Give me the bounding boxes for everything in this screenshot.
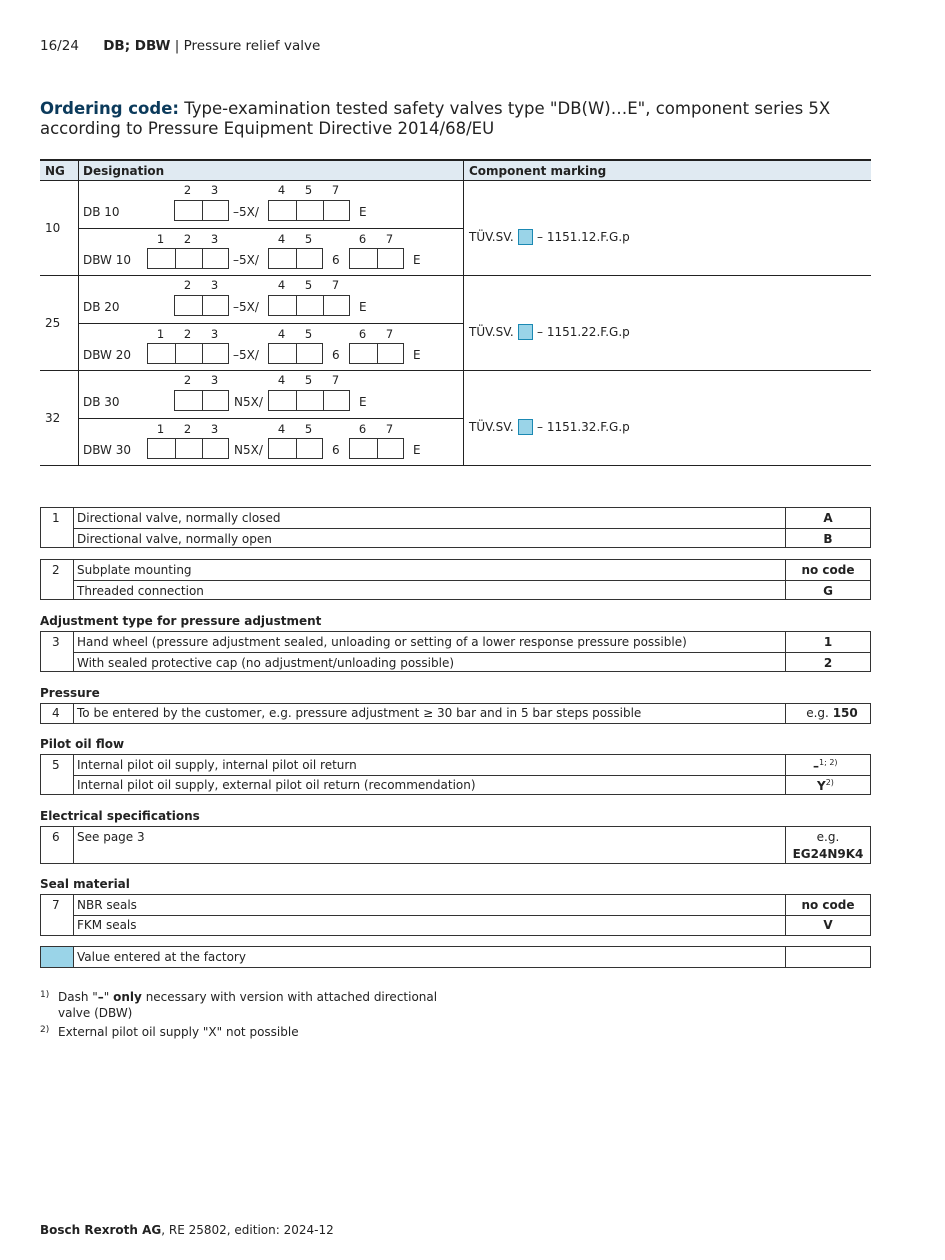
suffix-e: E (413, 253, 421, 267)
factory-value-box (518, 419, 533, 435)
pos-number: 5 (304, 327, 313, 341)
pos-number: 2 (183, 183, 192, 197)
table-header-bg (40, 160, 871, 180)
section-title: Pressure (40, 686, 100, 700)
footnote-text: Dash " (58, 990, 98, 1004)
table-bottom-rule (40, 465, 871, 466)
suffix-e: E (359, 395, 367, 409)
footer-info: , RE 25802, edition: 2024-12 (161, 1223, 334, 1237)
page-number: 16/24 (40, 38, 79, 54)
option-code: A (823, 511, 833, 525)
code-box (174, 390, 229, 411)
tuv-suffix: – 1151.22.F.G.p (537, 325, 630, 339)
legend-label: Value entered at the factory (77, 950, 246, 964)
suffix-e: E (359, 300, 367, 314)
group-rule (40, 370, 871, 371)
pos-number: 2 (183, 232, 192, 246)
footnote-bold: only (113, 990, 142, 1004)
designation-db: DB 20 (83, 300, 120, 314)
fixed-six: 6 (332, 443, 340, 457)
fixed-six: 6 (332, 253, 340, 267)
code-footnote: 1; 2) (819, 758, 838, 767)
code-box (349, 438, 404, 459)
col-divider (463, 160, 464, 465)
factory-value-box (518, 229, 533, 245)
header-separator: | (174, 38, 180, 54)
pos-number: 1 (156, 327, 165, 341)
designation-db: DB 30 (83, 395, 120, 409)
code-box (349, 248, 404, 269)
suffix-e: E (413, 348, 421, 362)
footnote-1 (58, 990, 437, 1004)
series-sep: –5X/ (233, 300, 259, 314)
pos-number: 5 (304, 422, 313, 436)
option-code: 1 (823, 635, 833, 649)
footer-company: Bosch Rexroth AG (40, 1223, 162, 1237)
pos-number: 7 (331, 373, 340, 387)
option-number: 3 (52, 635, 60, 649)
footnote-mark: 2) (40, 1025, 50, 1035)
code-box (147, 438, 229, 459)
table-top-rule (40, 159, 871, 161)
code-box (268, 390, 350, 411)
footnote-mark: 1) (40, 990, 50, 1000)
footnote-dash: – (97, 990, 104, 1004)
option-number: 6 (52, 830, 60, 844)
code-value: – (813, 759, 819, 773)
code-value: 150 (832, 706, 858, 720)
option-code: B (823, 532, 833, 546)
factory-value-swatch (41, 947, 73, 967)
option-label: FKM seals (77, 918, 137, 932)
tuv-prefix: TÜV.SV. (469, 325, 514, 339)
section-title: Electrical specifications (40, 809, 200, 823)
code-box (174, 295, 229, 316)
tuv-prefix: TÜV.SV. (469, 230, 514, 244)
pos-number: 3 (210, 422, 219, 436)
pos-number: 6 (358, 232, 367, 246)
series-sep: N5X/ (234, 395, 263, 409)
designation-dbw: DBW 30 (83, 443, 131, 457)
code-box (147, 343, 229, 364)
pos-number: 2 (183, 373, 192, 387)
code-box (268, 248, 323, 269)
series-sep: –5X/ (233, 348, 259, 362)
option-label: See page 3 (77, 830, 145, 844)
code-box (147, 248, 229, 269)
col-header-marking: Component marking (469, 164, 607, 178)
pos-number: 2 (183, 422, 192, 436)
product-desc: Pressure relief valve (183, 38, 321, 54)
pos-number: 3 (210, 278, 219, 292)
suffix-e: E (359, 205, 367, 219)
pos-number: 5 (304, 183, 313, 197)
code-footnote: 2) (825, 778, 834, 787)
tuv-suffix: – 1151.32.F.G.p (537, 420, 630, 434)
pos-number: 5 (304, 232, 313, 246)
page-title (40, 99, 880, 139)
col-divider (78, 160, 79, 465)
factory-value-box (518, 324, 533, 340)
option-code: EG24N9K4 (792, 847, 864, 861)
code-box (268, 438, 323, 459)
pos-number: 7 (331, 183, 340, 197)
sub-rule (78, 228, 463, 229)
footnote-1-line2: valve (DBW) (58, 1006, 133, 1020)
pos-number: 3 (210, 327, 219, 341)
product-name: DB; DBW (103, 38, 171, 54)
footnote-2: External pilot oil supply "X" not possible (58, 1025, 299, 1039)
pos-number: 3 (210, 232, 219, 246)
ng-value: 25 (45, 316, 61, 330)
pos-number: 6 (358, 327, 367, 341)
option-code: V (823, 918, 833, 932)
pos-number: 4 (277, 232, 286, 246)
series-sep: –5X/ (233, 253, 259, 267)
pos-number: 1 (156, 232, 165, 246)
option-code (817, 778, 834, 793)
pos-number: 4 (277, 373, 286, 387)
option-label: To be entered by the customer, e.g. pressure adjustment ≥ 30 bar and in 5 bar steps possible (77, 706, 642, 720)
header-rule (40, 180, 871, 181)
code-box (349, 343, 404, 364)
option-code: no code (801, 563, 855, 577)
title-rest: Type-examination tested safety valves type "DB(W)…E", component series 5X according to Pressure Equipment Directive 2014/68/EU (40, 99, 831, 138)
option-code: no code (801, 898, 855, 912)
option-label: Internal pilot oil supply, external pilot oil return (recommendation) (77, 778, 476, 792)
pos-number: 4 (277, 327, 286, 341)
option-label: Subplate mounting (77, 563, 192, 577)
pos-number: 1 (156, 422, 165, 436)
code-prefix: e.g. (806, 706, 829, 720)
option-number: 1 (52, 511, 60, 525)
section-title: Pilot oil flow (40, 737, 125, 751)
title-bold: Ordering code: (40, 99, 179, 118)
option-label: Directional valve, normally open (77, 532, 272, 546)
code-box (268, 295, 350, 316)
suffix-e: E (413, 443, 421, 457)
option-number: 2 (52, 563, 60, 577)
code-value: Y (817, 779, 826, 793)
sub-rule (78, 323, 463, 324)
option-table-7 (40, 894, 871, 936)
code-box (174, 200, 229, 221)
page-footer (40, 1223, 334, 1237)
pos-number: 7 (385, 232, 394, 246)
tuv-suffix: – 1151.12.F.G.p (537, 230, 630, 244)
col-header-ng: NG (45, 164, 65, 178)
pos-number: 5 (304, 373, 313, 387)
ng-value: 10 (45, 221, 61, 235)
pos-number: 3 (210, 183, 219, 197)
pos-number: 4 (277, 183, 286, 197)
pos-number: 4 (277, 422, 286, 436)
option-code-prefix: e.g. (816, 830, 840, 844)
sub-rule (78, 418, 463, 419)
code-box (268, 343, 323, 364)
pos-number: 7 (331, 278, 340, 292)
pos-number: 7 (385, 422, 394, 436)
option-label: With sealed protective cap (no adjustment/unloading possible) (77, 656, 455, 670)
pos-number: 6 (358, 422, 367, 436)
option-code: 2 (823, 656, 833, 670)
pos-number: 4 (277, 278, 286, 292)
option-number: 4 (52, 706, 60, 720)
designation-dbw: DBW 10 (83, 253, 131, 267)
section-title: Seal material (40, 877, 130, 891)
option-code: G (823, 584, 833, 598)
designation-dbw: DBW 20 (83, 348, 131, 362)
pos-number: 2 (183, 327, 192, 341)
fixed-six: 6 (332, 348, 340, 362)
page-header (40, 38, 320, 54)
option-code (802, 706, 862, 720)
pos-number: 3 (210, 373, 219, 387)
ng-value: 32 (45, 411, 61, 425)
option-label: Internal pilot oil supply, internal pilot oil return (77, 758, 357, 772)
option-table-6 (40, 826, 871, 864)
series-sep: N5X/ (234, 443, 263, 457)
footnote-text: necessary with version with attached directional (141, 990, 438, 1004)
option-label: NBR seals (77, 898, 137, 912)
series-sep: –5X/ (233, 205, 259, 219)
col-header-designation: Designation (83, 164, 165, 178)
option-number: 5 (52, 758, 60, 772)
option-number: 7 (52, 898, 60, 912)
group-rule (40, 275, 871, 276)
code-box (268, 200, 350, 221)
section-title: Adjustment type for pressure adjustment (40, 614, 322, 628)
pos-number: 7 (385, 327, 394, 341)
option-label: Directional valve, normally closed (77, 511, 281, 525)
tuv-prefix: TÜV.SV. (469, 420, 514, 434)
option-label: Hand wheel (pressure adjustment sealed, unloading or setting of a lower response pressure possible) (77, 635, 687, 649)
option-code (813, 758, 838, 773)
pos-number: 2 (183, 278, 192, 292)
footnote-text: " (103, 990, 114, 1004)
designation-db: DB 10 (83, 205, 120, 219)
option-label: Threaded connection (77, 584, 204, 598)
pos-number: 5 (304, 278, 313, 292)
